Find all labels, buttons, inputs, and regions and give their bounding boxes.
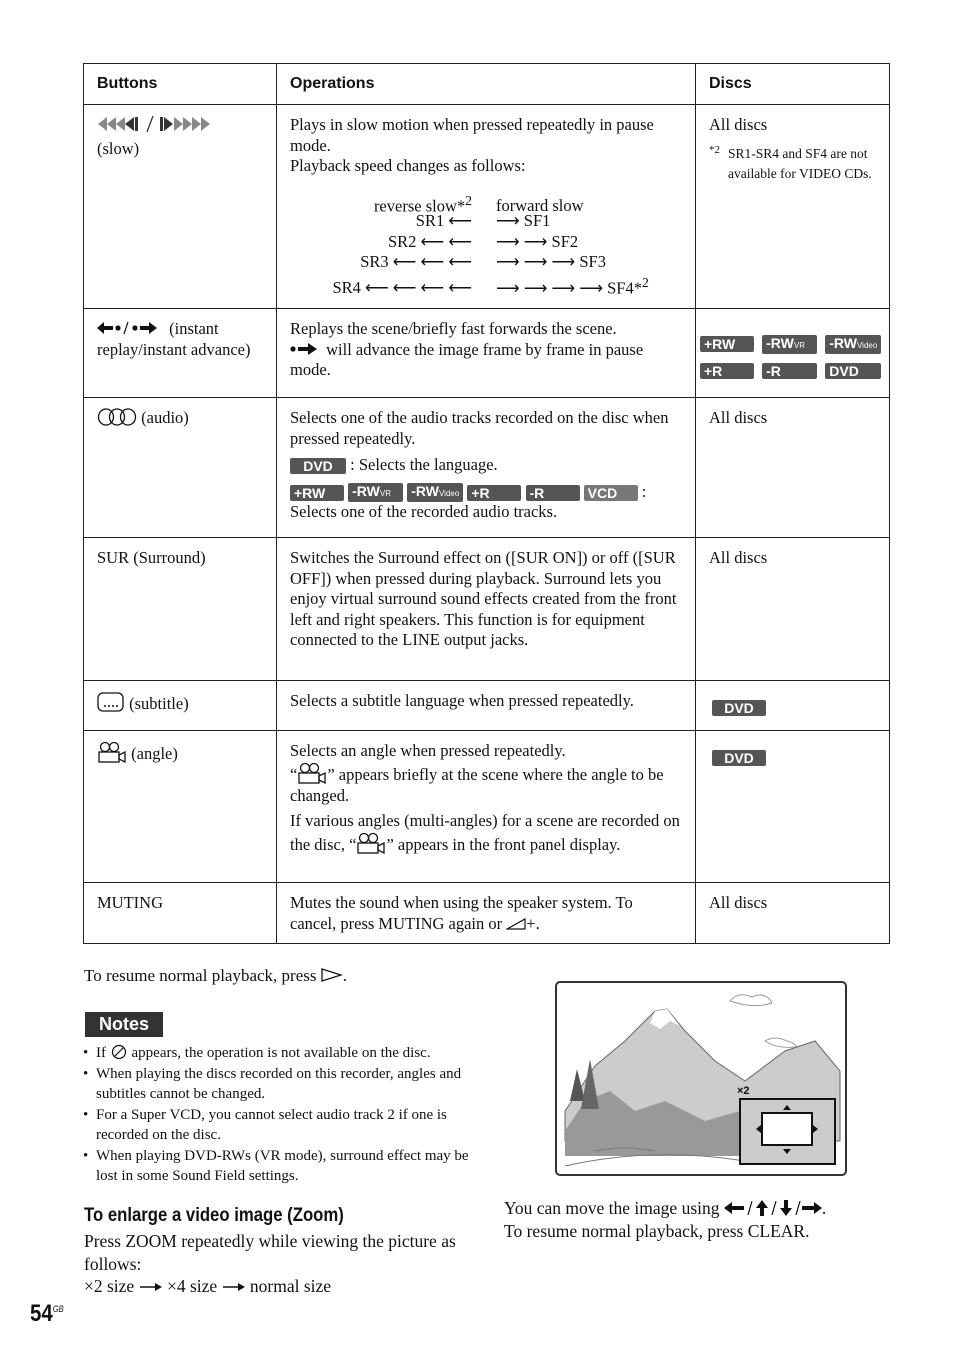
op-text: Mutes the sound when using the speaker system. To cancel, press MUTING again or [290, 893, 633, 933]
slow-buttons-icon [97, 115, 227, 133]
discs-text: All discs [709, 115, 768, 134]
header-operations: Operations [277, 64, 696, 105]
volume-icon [506, 918, 526, 930]
instant-label: (instant replay/instant advance) [97, 319, 251, 359]
table-row [84, 398, 890, 538]
arrow-right-icon [222, 1282, 246, 1292]
prohibited-icon [110, 1044, 128, 1060]
subtitle-label: (subtitle) [129, 694, 189, 713]
discs-cell [696, 105, 890, 309]
list-item: • If appears, the operation is not available on the disc. [83, 1043, 473, 1064]
op-text: “ [290, 764, 298, 784]
list-item: • For a Super VCD, you cannot select audio track 2 if one is recorded on the disc. [83, 1105, 473, 1146]
angle-icon [297, 762, 327, 786]
instant-replay-advance-icon [97, 321, 165, 335]
discs-cell [696, 538, 890, 681]
zoom-body: Press ZOOM repeatedly while viewing the picture as follows: ×2 size ×4 size normal size [84, 1231, 456, 1296]
reverse-label: reverse slow* [373, 196, 466, 215]
op-text: Switches the Surround effect on ([SUR ON]) or off ([SUR OFF]) when pressed during playback. Surround lets you enjoy virtual surround sound effects created from the front left and right speakers. This function is for equipment connected to the LINE output jacks. [290, 548, 677, 649]
op-text: : Selects the language. [350, 455, 498, 474]
discs-cell [696, 398, 890, 538]
move-instruction: You can move the image using . To resume normal playback, press CLEAR. [504, 1198, 827, 1241]
badge-vcd: VCD [584, 485, 638, 501]
angle-icon [356, 832, 386, 856]
fwd-step: ⟶ ⟶ ⟶ ⟶ SF4* [496, 278, 642, 297]
header-discs: Discs [696, 64, 890, 105]
list-item: • When playing DVD-RWs (VR mode), surround effect may be lost in some Sound Field settings. [83, 1146, 473, 1187]
fwd-step: ⟶ ⟶ SF2 [496, 231, 579, 251]
discs-cell [696, 309, 890, 398]
op-text: If various angles (multi-angles) for a scene are recorded on the disc, “ [290, 811, 680, 854]
table-header-row [84, 64, 890, 105]
badge-minus-r: -R [526, 485, 580, 501]
button-cell [84, 883, 277, 944]
button-cell [84, 105, 277, 309]
instant-advance-icon [290, 342, 322, 356]
rev-step: SR4 ⟵ ⟵ ⟵ ⟵ [332, 278, 472, 297]
resume-instruction: To resume normal playback, press . [84, 966, 347, 985]
op-text: Selects one of the audio tracks recorded on the disc when pressed repeatedly. [290, 408, 669, 448]
op-text: ” appears in the front panel display. [386, 834, 621, 854]
operation-cell [277, 681, 696, 731]
button-cell [84, 309, 277, 398]
operation-cell [277, 883, 696, 944]
op-text: Selects an angle when pressed repeatedly. [290, 741, 566, 760]
list-item: • When playing the discs recorded on this recorder, angles and subtitles cannot be changed. [83, 1064, 473, 1105]
badge-dvd: DVD [290, 458, 346, 474]
subtitle-icon [97, 691, 125, 713]
forward-label: forward slow [496, 196, 584, 215]
sur-label: SUR (Surround) [97, 548, 206, 567]
button-cell [84, 681, 277, 731]
footnote-text: SR1-SR4 and SF4 are not available for VIDEO CDs. [728, 145, 872, 181]
button-cell [84, 731, 277, 883]
discs-cell [696, 731, 890, 883]
table-row [84, 538, 890, 681]
slow-label: (slow) [97, 138, 140, 158]
audio-label: (audio) [141, 408, 189, 427]
badge-plus-r: +R [467, 485, 521, 501]
operation-cell [277, 105, 696, 309]
operation-cell [277, 731, 696, 883]
badge-rw-video: -RWVideo [407, 483, 463, 502]
angle-label: (angle) [131, 744, 178, 763]
table-row [84, 105, 890, 309]
op-text: : [641, 481, 647, 501]
table-row [84, 681, 890, 731]
rev-step: SR3 ⟵ ⟵ ⟵ [360, 252, 472, 271]
fwd-step: ⟶ ⟶ ⟶ SF3 [496, 252, 606, 271]
op-text: +. [526, 913, 540, 933]
badge-dvd: DVD [712, 700, 766, 716]
discs-cell [696, 681, 890, 731]
badge-rw-video: -RWVideo [825, 335, 881, 354]
fwd-step: ⟶ SF1 [496, 211, 551, 230]
op-text: Replays the scene/briefly fast forwards the scene. [290, 319, 617, 338]
badge-rw-vr: -RWVR [762, 335, 817, 354]
op-text: Plays in slow motion when pressed repeatedly in pause mode. [290, 115, 654, 155]
op-text: Selects a subtitle language when pressed repeatedly. [290, 691, 634, 710]
notes-list [83, 1043, 473, 1187]
button-cell [84, 398, 277, 538]
table-row [84, 731, 890, 883]
footnote-mark: *2 [709, 143, 720, 156]
operation-cell [277, 309, 696, 398]
badge-dvd: DVD [825, 363, 881, 379]
zoom-illustration [555, 981, 847, 1176]
direction-arrows-icon [724, 1200, 822, 1216]
rev-step: SR2 ⟵ ⟵ [388, 231, 472, 251]
button-cell [84, 538, 277, 681]
badge-minus-r: -R [762, 363, 817, 379]
arrow-right-icon [139, 1282, 163, 1292]
badge-plus-rw: +RW [290, 485, 344, 501]
op-text: ” appears briefly at the scene where the angle to be changed. [290, 764, 664, 805]
angle-icon [97, 741, 127, 765]
operation-cell [277, 538, 696, 681]
footnote [709, 144, 876, 184]
badge-rw-vr: -RWVR [348, 483, 403, 502]
zoom-heading: To enlarge a video image (Zoom) [84, 1205, 344, 1226]
badge-plus-rw: +RW [700, 336, 754, 352]
table-row [84, 883, 890, 944]
discs-text: All discs [709, 548, 768, 567]
discs-text: All discs [709, 893, 768, 912]
operation-cell [277, 398, 696, 538]
muting-label: MUTING [97, 893, 163, 912]
audio-icon [97, 408, 137, 426]
operations-table [83, 63, 890, 944]
badge-plus-r: +R [700, 363, 754, 379]
rev-step: SR1 ⟵ [415, 211, 472, 230]
discs-cell [696, 883, 890, 944]
header-buttons: Buttons [84, 64, 277, 105]
page-number: $54^{GB}$ [30, 1300, 64, 1327]
discs-text: All discs [709, 408, 768, 427]
badge-dvd: DVD [712, 750, 766, 766]
speed-table: reverse slow*$^2$ forward slow SR1 ⟵ ⟶ SF1 SR2 ⟵ ⟵ ⟶ ⟶ SF2 SR3 ⟵ ⟵ ⟵ ⟶ ⟶ ⟶ SF3 SR4 ⟵ ⟵ ⟵ ⟵ ⟶ ⟶ ⟶ ⟶ SF4*$^2$ [350, 191, 682, 294]
table-row [84, 309, 890, 398]
op-text: Selects one of the recorded audio tracks. [290, 502, 558, 522]
play-icon [321, 968, 343, 982]
op-text: Playback speed changes as follows: [290, 156, 526, 175]
op-text: will advance the image frame by frame in pause mode. [290, 339, 644, 379]
zoom-level-label: ×2 [737, 1085, 750, 1097]
notes-header: Notes [85, 1012, 163, 1037]
